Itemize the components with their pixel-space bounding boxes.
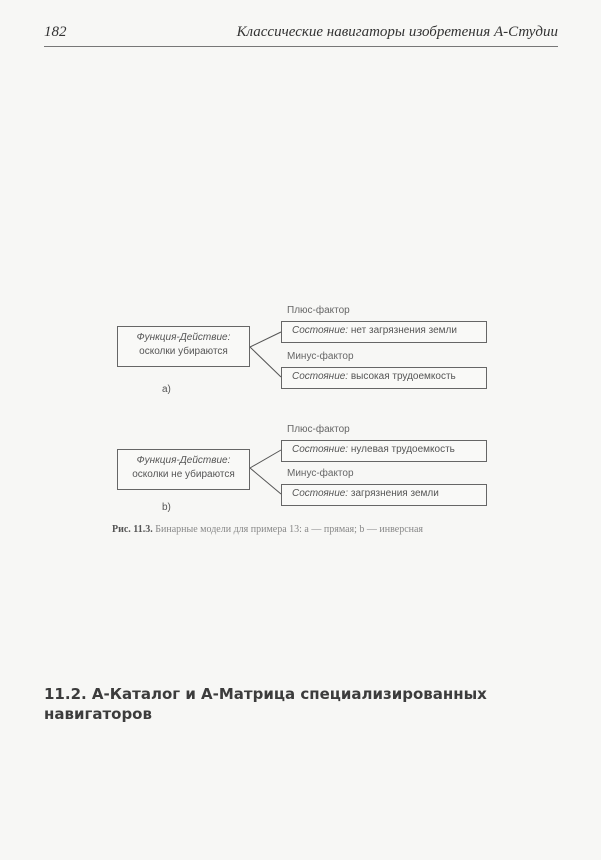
state-label-b-plus: Состояние: <box>292 444 349 455</box>
connector-a-minus <box>250 347 281 377</box>
state-box-a-plus <box>281 321 487 343</box>
function-action-text-a: осколки убираются <box>139 346 228 357</box>
plus-factor-label-a: Плюс-фактор <box>287 305 350 316</box>
caption-text: Бинарные модели для примера 13: а — прямая; b — инверсная <box>152 524 424 535</box>
state-box-b-plus <box>281 440 487 462</box>
state-label-b-minus: Состояние: <box>292 488 349 499</box>
page-number: 182 <box>44 24 67 40</box>
function-action-label-a: Функция-Действие: <box>136 332 231 343</box>
state-label-a-minus: Состояние: <box>292 371 349 382</box>
diagram-a-label: а) <box>162 384 171 395</box>
running-title: Классические навигаторы изобретения А-Студии <box>236 24 558 40</box>
connector-b-plus <box>250 450 281 468</box>
minus-factor-label-b: Минус-фактор <box>287 468 354 479</box>
connector-b-minus <box>250 468 281 494</box>
function-action-text-b: осколки не убираются <box>132 469 235 480</box>
state-text-b-plus: нулевая трудоемкость <box>348 444 455 455</box>
state-text-a-plus: нет загрязнения земли <box>348 325 457 336</box>
state-text-b-minus: загрязнения земли <box>348 488 439 499</box>
diagram-b-label: b) <box>162 502 171 513</box>
state-text-a-minus: высокая трудоемкость <box>348 371 456 382</box>
plus-factor-label-b: Плюс-фактор <box>287 424 350 435</box>
minus-factor-label-a: Минус-фактор <box>287 351 354 362</box>
connector-a-plus <box>250 332 281 347</box>
state-box-b-minus <box>281 484 487 506</box>
function-action-box-a <box>117 326 250 367</box>
state-box-a-minus <box>281 367 487 389</box>
caption-label: Рис. 11.3. <box>112 524 153 535</box>
figure-caption <box>112 524 423 535</box>
function-action-label-b: Функция-Действие: <box>136 455 231 466</box>
state-label-a-plus: Состояние: <box>292 325 349 336</box>
section-heading: 11.2. А-Каталог и А-Матрица специализированных навигаторов <box>44 685 487 723</box>
function-action-box-b <box>117 449 250 490</box>
